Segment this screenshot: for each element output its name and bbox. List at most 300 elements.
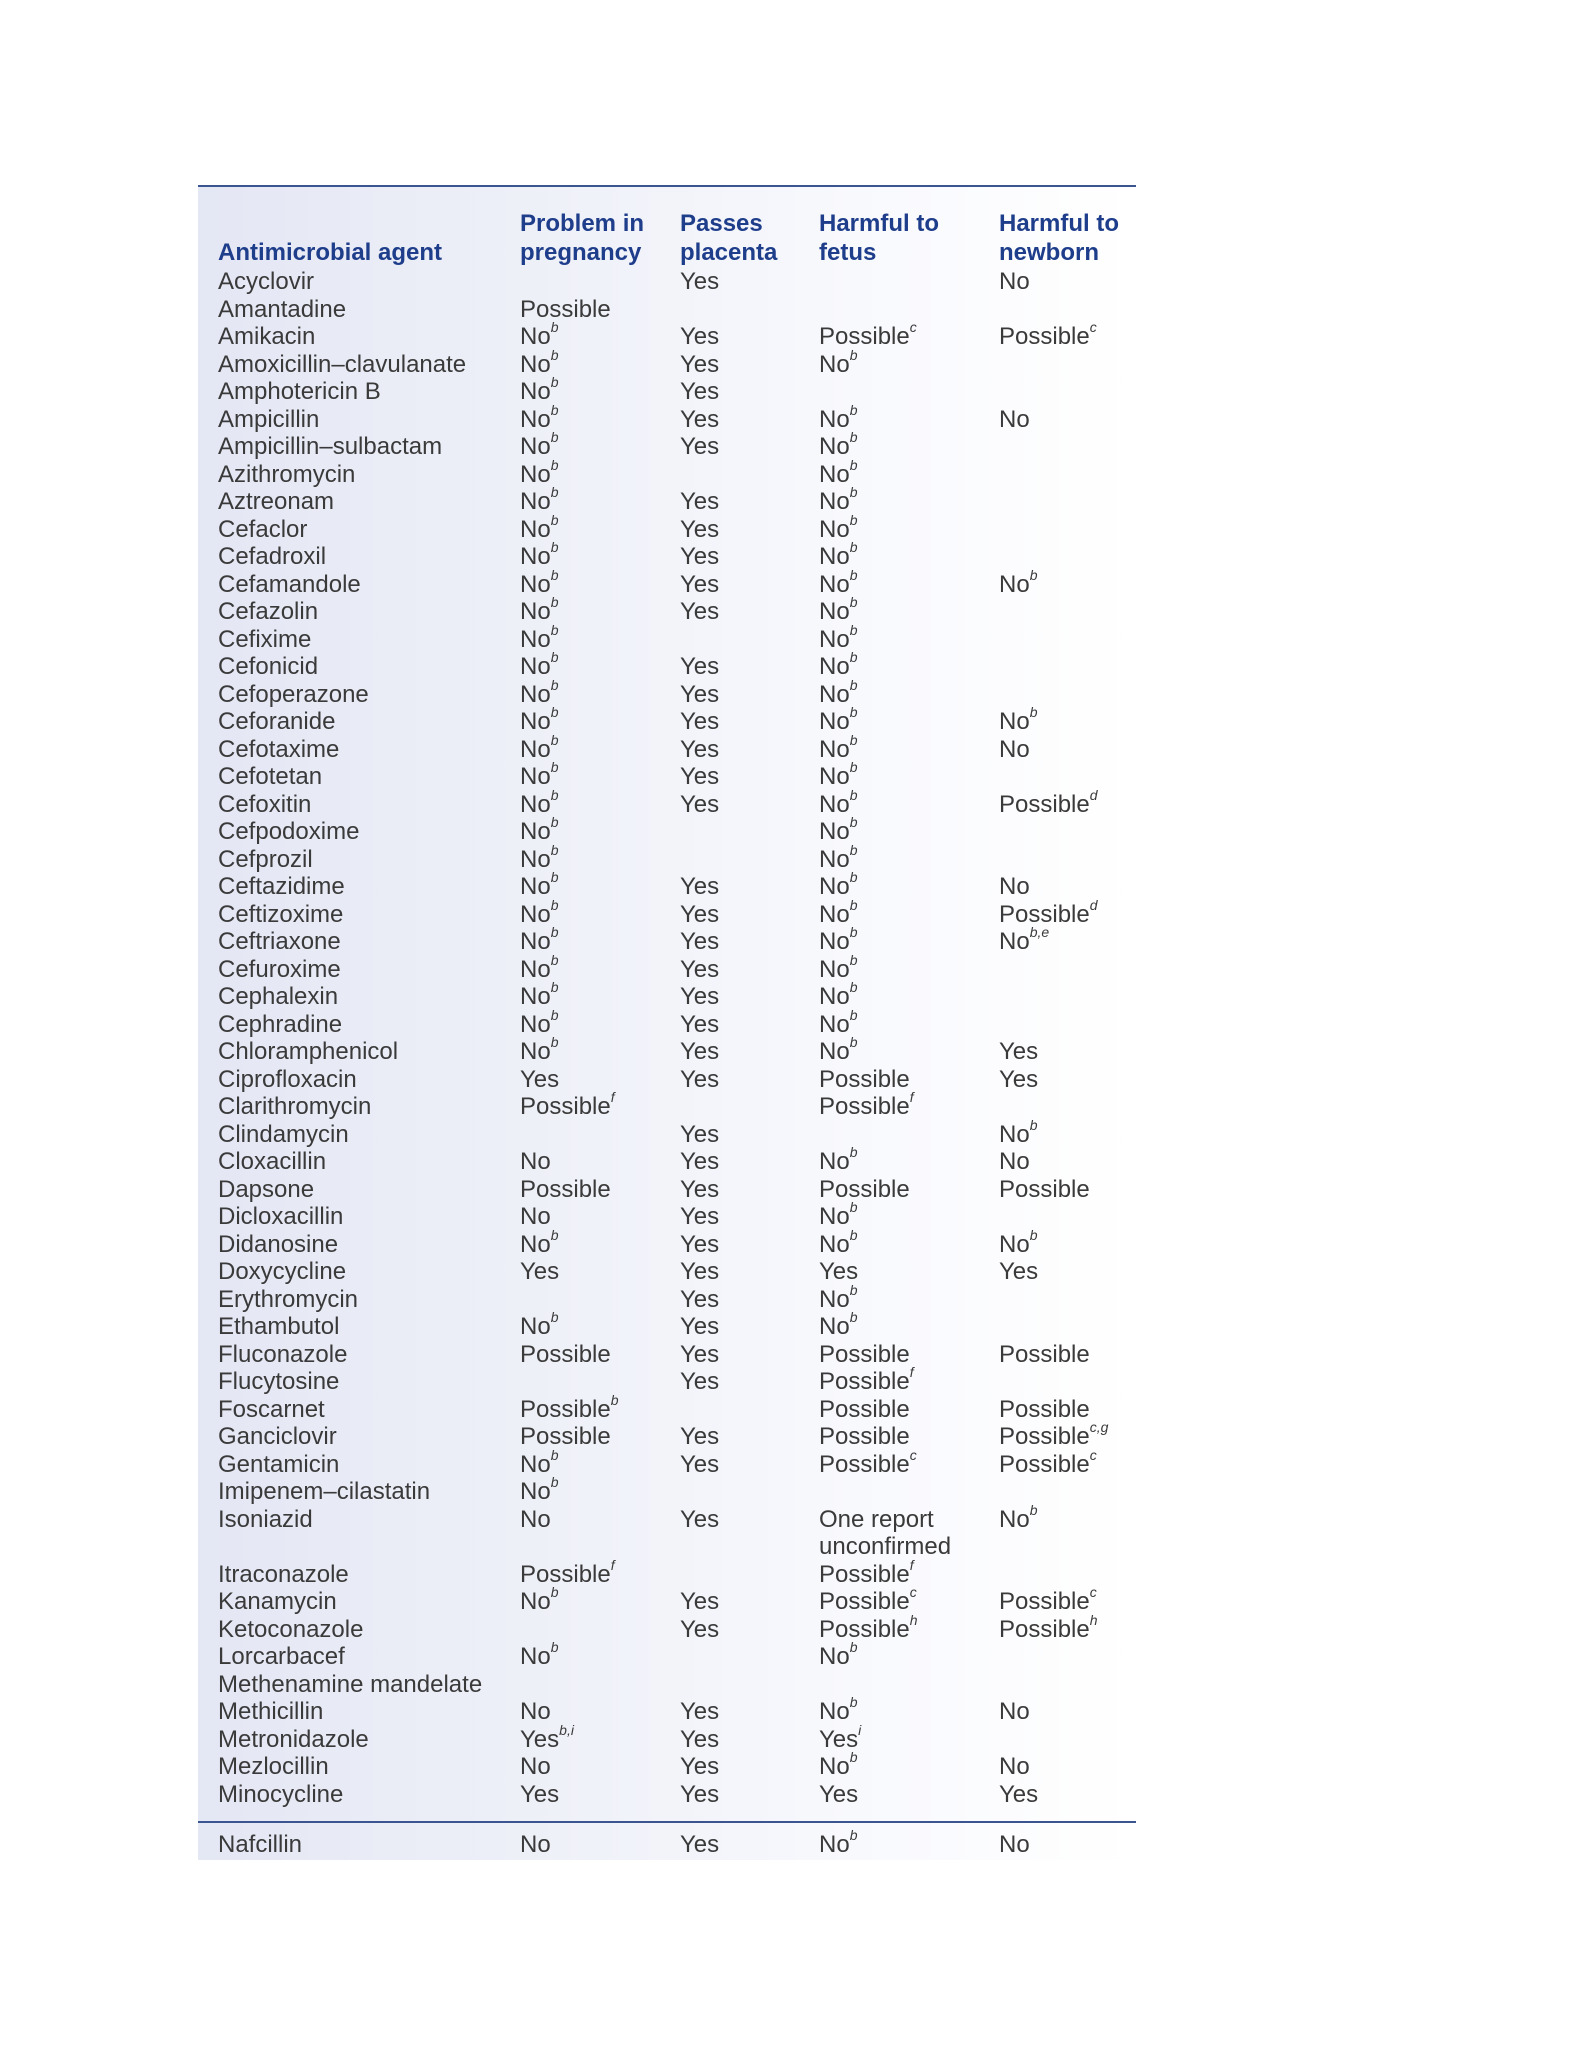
footnote-marker: b (550, 484, 559, 500)
cell-harmful-to-newborn (999, 1148, 1030, 1176)
footnote-marker: b (550, 814, 559, 830)
cell-passes-placenta (680, 1781, 719, 1809)
table-row (198, 704, 1136, 736)
cell-text: Ceftazidime (218, 873, 345, 900)
cell-text: Imipenem–cilastatin (218, 1478, 431, 1505)
cell-harmful-to-fetus (819, 346, 858, 379)
footnote-marker: b (550, 841, 559, 858)
footnote-marker: b (1029, 566, 1038, 583)
cell-problem-in-pregnancy (520, 296, 611, 324)
cell-text: Yes (680, 1505, 720, 1533)
cell-text: No (819, 1753, 850, 1780)
cell-text: Yes (680, 543, 720, 570)
cell-text: No (999, 405, 1030, 433)
cell-text: No (819, 515, 850, 543)
cell-text: Ceftizoxime (218, 900, 344, 928)
cell-harmful-to-fetus (819, 1034, 858, 1066)
cell-agent (218, 1203, 343, 1231)
table-row (198, 786, 1136, 819)
cell-harmful-to-newborn (999, 1446, 1097, 1479)
cell-agent (218, 1093, 371, 1121)
table-row (198, 676, 1136, 709)
cell-agent (218, 791, 311, 819)
cell-text: Methenamine mandelate (218, 1670, 483, 1698)
cell-text: Ampicillin (218, 405, 320, 433)
table-row (198, 1446, 1136, 1479)
cell-passes-placenta (680, 1831, 719, 1859)
cell-text: No (819, 873, 850, 900)
cell-agent (218, 681, 369, 709)
cell-passes-placenta (680, 571, 719, 599)
cell-agent (218, 818, 359, 846)
cell-text: No (819, 818, 850, 845)
table-bottom-rule (198, 1821, 1136, 1823)
cell-text: Gentamicin (218, 1450, 340, 1478)
footnote-marker: b (550, 951, 559, 968)
cell-passes-placenta (680, 901, 719, 929)
footnote-marker: b (550, 759, 559, 775)
cell-agent (218, 1671, 482, 1699)
cell-harmful-to-newborn (999, 1781, 1038, 1809)
footnote-marker: b (849, 539, 858, 555)
cell-text: Yes (520, 1780, 560, 1808)
footnote-marker: b (849, 429, 858, 445)
footnote-marker: b (550, 786, 559, 803)
cell-text: Yes (680, 1615, 720, 1643)
cell-problem-in-pregnancy (520, 1391, 619, 1424)
header-harmful-to-fetus: Harmful to fetus (819, 210, 939, 266)
footnote-marker: f (909, 1089, 914, 1105)
cell-text: Yes (680, 1203, 720, 1230)
cell-text: No (819, 900, 850, 928)
table-row (198, 841, 1136, 874)
footnote-marker: c (1089, 1446, 1097, 1463)
cell-text: No (520, 735, 551, 763)
footnote-marker: f (909, 1556, 914, 1573)
cell-problem-in-pregnancy (520, 1148, 551, 1176)
cell-passes-placenta (680, 406, 719, 434)
cell-harmful-to-fetus (819, 1749, 858, 1781)
table-row (198, 566, 1136, 599)
cell-text: Possible (819, 1065, 910, 1093)
cell-text: Yes (680, 405, 720, 433)
table-row (198, 1671, 1136, 1699)
cell-text: Foscarnet (218, 1395, 325, 1423)
cell-harmful-to-fetus (819, 1446, 917, 1479)
cell-passes-placenta (680, 1616, 719, 1644)
cell-text: No (999, 268, 1030, 295)
cell-agent (218, 1726, 369, 1754)
cell-text: No (819, 405, 850, 433)
cell-agent (218, 296, 346, 324)
cell-text: Ciprofloxacin (218, 1065, 357, 1093)
cell-text: Yes (680, 378, 720, 405)
footnote-marker: b (849, 401, 858, 418)
table-row (198, 1176, 1136, 1204)
cell-text: Itraconazole (218, 1560, 349, 1588)
footnote-marker: b (849, 924, 858, 940)
cell-text: Cefoperazone (218, 680, 369, 708)
cell-passes-placenta (680, 763, 719, 791)
cell-passes-placenta (680, 1726, 719, 1754)
cell-text: Possible (819, 1560, 910, 1588)
cell-agent (218, 543, 326, 571)
cell-agent (218, 1588, 337, 1616)
footnote-marker: b (550, 566, 559, 583)
footnote-marker: b (550, 511, 559, 528)
cell-text: No (819, 488, 850, 515)
cell-passes-placenta (680, 1231, 719, 1259)
footnote-marker: b (849, 1694, 858, 1710)
header-passes-placenta: Passes placenta (680, 210, 778, 266)
table-row (198, 296, 1136, 324)
cell-text: No (520, 1313, 551, 1340)
cell-agent (218, 1753, 329, 1781)
footnote-marker: b (550, 1584, 559, 1600)
cell-passes-placenta (680, 1423, 719, 1451)
cell-text: Yes (680, 735, 720, 763)
cell-text: Nafcillin (218, 1831, 303, 1858)
table-row (198, 759, 1136, 791)
cell-agent (218, 708, 335, 736)
cell-agent (218, 1506, 313, 1534)
cell-text: No (520, 845, 551, 873)
cell-passes-placenta (680, 1451, 719, 1479)
table-row (198, 814, 1136, 846)
cell-text: Minocycline (218, 1780, 344, 1808)
cell-text: Ceftriaxone (218, 928, 341, 955)
cell-text: Possible (819, 1615, 910, 1643)
footnote-marker: b (610, 1391, 619, 1408)
cell-harmful-to-fetus (819, 1506, 934, 1534)
footnote-marker: b,e (1029, 924, 1050, 940)
cell-passes-placenta (680, 1121, 719, 1149)
cell-text: Yes (680, 323, 720, 350)
table-row-continued (198, 1827, 1136, 1860)
cell-problem-in-pregnancy (520, 1034, 559, 1066)
cell-agent (218, 1423, 337, 1451)
cell-harmful-to-fetus (819, 1781, 858, 1809)
cell-text: Chloramphenicol (218, 1038, 399, 1065)
cell-text: Possible (999, 900, 1090, 928)
cell-problem-in-pregnancy (520, 1781, 559, 1809)
cell-text: No (819, 928, 850, 955)
cell-text: Yes (680, 1010, 720, 1038)
table-row (198, 1116, 1136, 1149)
cell-text: Yes (680, 1175, 720, 1203)
table-row (198, 869, 1136, 901)
cell-passes-placenta (680, 1148, 719, 1176)
cell-agent (218, 1066, 357, 1094)
cell-text: Possible (819, 1423, 910, 1450)
footnote-marker: b,i (559, 1721, 574, 1738)
footnote-marker: b (849, 1639, 858, 1655)
table-row (198, 1556, 1136, 1589)
cell-text: Possible (520, 1175, 611, 1203)
table-row (198, 346, 1136, 379)
cell-text: Yes (680, 598, 720, 625)
cell-text: Yes (680, 708, 720, 735)
cell-text: Cefixime (218, 625, 312, 653)
cell-text: No (819, 708, 850, 735)
footnote-marker: b (550, 429, 559, 445)
cell-text: No (999, 928, 1030, 955)
cell-harmful-to-fetus (819, 1144, 858, 1176)
cell-text: No (520, 818, 551, 845)
cell-agent (218, 571, 361, 599)
cell-passes-placenta (680, 1753, 719, 1781)
cell-agent (218, 1616, 363, 1644)
footnote-marker: b (1029, 1116, 1038, 1133)
cell-agent (218, 653, 318, 681)
cell-passes-placenta (680, 268, 719, 296)
cell-text: No (819, 570, 850, 598)
cell-text: No (520, 1450, 551, 1478)
cell-text: No (520, 708, 551, 735)
footnote-marker: b (849, 786, 858, 803)
cell-agent (218, 516, 307, 544)
cell-text: Dicloxacillin (218, 1203, 344, 1230)
cell-text: Possible (520, 1340, 611, 1368)
cell-text: No (999, 1505, 1030, 1533)
cell-passes-placenta (680, 1313, 719, 1341)
cell-agent (218, 1313, 339, 1341)
footnote-marker: h (909, 1611, 918, 1628)
cell-text: Clindamycin (218, 1120, 349, 1148)
cell-agent (218, 1341, 347, 1369)
cell-text: No (819, 350, 850, 378)
cell-harmful-to-fetus (819, 1639, 858, 1671)
cell-harmful-to-fetus (819, 1611, 918, 1644)
footnote-marker: b (849, 1144, 858, 1160)
cell-text: No (819, 955, 850, 983)
cell-harmful-to-newborn (999, 1584, 1097, 1616)
cell-text: Yes (680, 1780, 720, 1808)
cell-agent (218, 378, 381, 406)
cell-text: Dapsone (218, 1175, 315, 1203)
cell-text: No (520, 1478, 551, 1505)
header-problem-in-pregnancy: Problem in pregnancy (520, 210, 645, 266)
cell-agent (218, 1478, 430, 1506)
footnote-marker: b (1029, 1226, 1038, 1243)
cell-text: Yes (680, 1148, 720, 1175)
cell-text: Ketoconazole (218, 1615, 364, 1643)
table-row (198, 979, 1136, 1011)
cell-text: No (520, 1588, 551, 1615)
cell-text: Cephalexin (218, 983, 339, 1010)
cell-problem-in-pregnancy (520, 1506, 551, 1534)
cell-text: No (999, 1698, 1030, 1725)
footnote-marker: b (1029, 1501, 1038, 1518)
cell-text: No (999, 708, 1030, 735)
table-row (198, 1419, 1136, 1451)
cell-passes-placenta (680, 1038, 719, 1066)
cell-passes-placenta (680, 351, 719, 379)
cell-text: One report (819, 1505, 934, 1533)
cell-problem-in-pregnancy (520, 1474, 559, 1506)
table-row (198, 1089, 1136, 1121)
cell-agent (218, 1396, 325, 1424)
cell-text: Yes (680, 1753, 720, 1780)
cell-harmful-to-newborn (999, 1396, 1090, 1424)
cell-agent (218, 406, 319, 434)
cell-text: Possible (819, 1450, 910, 1478)
cell-text: Fluconazole (218, 1340, 348, 1368)
cell-agent (218, 873, 345, 901)
cell-text: Yes (999, 1780, 1039, 1808)
table-row (198, 1281, 1136, 1314)
footnote-marker: f (610, 1089, 615, 1105)
table-row (198, 539, 1136, 571)
cell-text: Yes (520, 1258, 560, 1285)
cell-harmful-to-newborn (999, 406, 1030, 434)
cell-text: No (520, 955, 551, 983)
cell-agent (218, 1561, 349, 1589)
cell-text: No (520, 350, 551, 378)
cell-text: Cefamandole (218, 570, 361, 598)
cell-text: Yes (999, 1065, 1039, 1093)
cell-passes-placenta (680, 681, 719, 709)
table-row (198, 401, 1136, 434)
table-row (198, 1226, 1136, 1259)
footnote-marker: b (849, 979, 858, 995)
table-row (198, 924, 1136, 956)
cell-text: Flucytosine (218, 1368, 340, 1395)
cell-text: Possible (999, 1450, 1090, 1478)
cell-agent (218, 323, 315, 351)
cell-agent (218, 1038, 398, 1066)
cell-passes-placenta (680, 928, 719, 956)
cell-text: No (520, 570, 551, 598)
cell-problem-in-pregnancy (520, 1089, 615, 1121)
cell-text: Amikacin (218, 323, 316, 350)
cell-agent (218, 901, 343, 929)
cell-agent (218, 763, 322, 791)
table-row (198, 1364, 1136, 1396)
cell-passes-placenta (680, 1698, 719, 1726)
cell-text: Yes (680, 955, 720, 983)
table-row (198, 594, 1136, 626)
cell-text: No (999, 570, 1030, 598)
cell-text: Possible (520, 1093, 611, 1120)
footnote-marker: b (849, 731, 858, 748)
footnote-marker: b (849, 1281, 858, 1298)
cell-text: Possible (819, 1093, 910, 1120)
cell-passes-placenta (680, 378, 719, 406)
cell-passes-placenta (680, 1011, 719, 1039)
cell-harmful-to-fetus (819, 1556, 914, 1589)
footnote-marker: b (849, 346, 858, 363)
cell-harmful-to-fetus (819, 1396, 910, 1424)
antimicrobial-table (198, 185, 1136, 1860)
cell-text: Yes (680, 1423, 720, 1450)
cell-problem-in-pregnancy (520, 1203, 551, 1231)
cell-text: No (819, 625, 850, 653)
cell-text: Possible (999, 790, 1090, 818)
footnote-marker: b (550, 1474, 559, 1490)
cell-text: No (520, 1831, 551, 1858)
table-row (198, 1474, 1136, 1506)
cell-agent (218, 1368, 339, 1396)
cell-text: Yes (680, 515, 720, 543)
cell-agent (218, 1781, 343, 1809)
footnote-marker: b (849, 1006, 858, 1023)
cell-problem-in-pregnancy (520, 1226, 559, 1259)
footnote-marker: b (849, 896, 858, 913)
table-row (198, 1258, 1136, 1286)
footnote-marker: b (550, 456, 559, 473)
cell-passes-placenta (680, 1506, 719, 1534)
cell-passes-placenta (680, 736, 719, 764)
cell-text: Ampicillin–sulbactam (218, 433, 443, 460)
cell-text: No (819, 433, 850, 460)
footnote-marker: b (849, 759, 858, 775)
table-row (198, 1066, 1136, 1094)
table-row (198, 1584, 1136, 1616)
cell-text: Yes (680, 1258, 720, 1285)
table-row (198, 1694, 1136, 1726)
cell-text: No (520, 1230, 551, 1258)
cell-text: No (819, 1230, 850, 1258)
footnote-marker: d (1089, 896, 1098, 913)
cell-text: Yes (680, 350, 720, 378)
cell-text: No (520, 460, 551, 488)
cell-text: No (520, 790, 551, 818)
cell-problem-in-pregnancy (520, 1753, 551, 1781)
cell-text: No (819, 1038, 850, 1065)
cell-text: Yes (520, 1065, 560, 1093)
footnote-marker: b (550, 704, 559, 720)
footnote-marker: b (550, 869, 559, 885)
cell-harmful-to-fetus (819, 1694, 858, 1726)
footnote-marker: b (550, 1034, 559, 1050)
cell-text: Yes (680, 1588, 720, 1615)
cell-harmful-to-newborn (999, 566, 1038, 599)
cell-harmful-to-newborn (999, 1116, 1038, 1149)
cell-harmful-to-fetus (819, 1827, 858, 1859)
cell-text: No (520, 1203, 551, 1230)
cell-text: unconfirmed (819, 1533, 952, 1560)
cell-problem-in-pregnancy (520, 1556, 615, 1589)
table-row (198, 1144, 1136, 1176)
cell-text: No (819, 983, 850, 1010)
cell-text: Possible (819, 1395, 910, 1423)
footnote-marker: b (849, 814, 858, 830)
table-row (198, 1639, 1136, 1671)
cell-text: No (999, 873, 1030, 900)
cell-harmful-to-fetus (819, 1423, 910, 1451)
cell-agent (218, 1643, 345, 1671)
cell-text: No (520, 1038, 551, 1065)
cell-text: No (819, 460, 850, 488)
cell-agent (218, 598, 318, 626)
cell-text: Yes (680, 680, 720, 708)
cell-text: Possible (999, 1340, 1090, 1368)
cell-text: Possible (819, 1340, 910, 1368)
table-row (198, 896, 1136, 929)
cell-text: Yes (680, 1230, 720, 1258)
footnote-marker: b (849, 704, 858, 720)
cell-text: Possible (520, 295, 611, 323)
cell-text: No (819, 653, 850, 680)
cell-text: Yes (680, 433, 720, 460)
cell-passes-placenta (680, 983, 719, 1011)
cell-text: Yes (680, 570, 720, 598)
footnote-marker: b (550, 731, 559, 748)
cell-passes-placenta (680, 708, 719, 736)
footnote-marker: b (550, 594, 559, 610)
cell-text: Yes (680, 790, 720, 818)
